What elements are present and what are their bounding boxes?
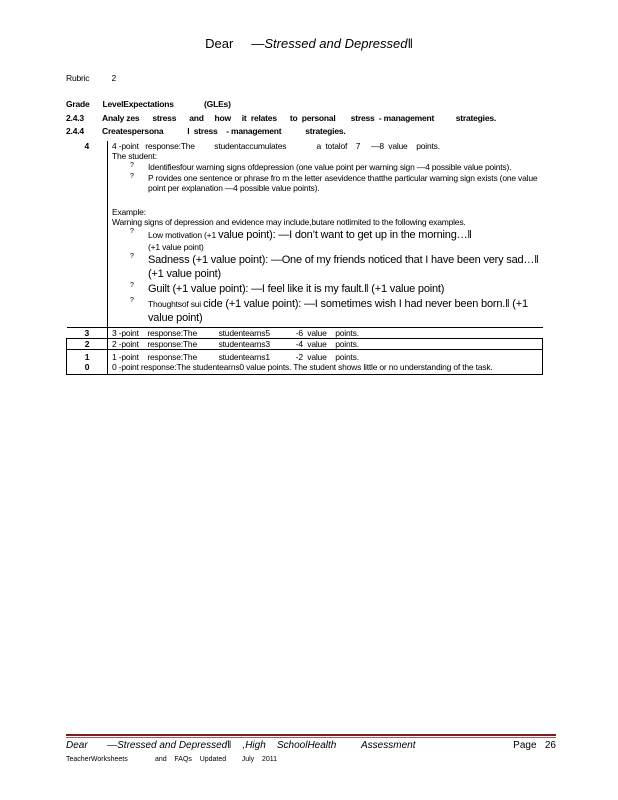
gle-text-243: Analy zes stress and how it relates to personal stress - management strategies. <box>102 113 497 123</box>
score-2: 2 <box>67 339 108 350</box>
score-0-text: 0 -point response:The studentearns0 value points. The student shows little or no understanding of the task. <box>108 362 543 375</box>
score-row-0 <box>67 362 543 375</box>
document-title <box>0 36 618 51</box>
title-dear: Dear <box>205 36 234 51</box>
title-text: —Stressed and Depressed‖ <box>251 36 413 51</box>
score-4-line2: The student: <box>112 151 157 161</box>
gle-header: Grade LevelExpectations (GLEs) <box>66 99 231 109</box>
score-1: 1 <box>67 350 108 363</box>
score-0: 0 <box>67 362 108 375</box>
example-4: ? Thoughtsof sui cide (+1 value point): —I sometimes wish I had never been born.‖ (+1 value point) <box>130 297 528 324</box>
footer-subline: TeacherWorksheets and FAQs Updated July 2011 <box>66 756 278 763</box>
score-row-4 <box>67 141 543 328</box>
rubric-label: Rubric 2 <box>66 73 117 83</box>
criterion-2: ? P rovides one sentence or phrase fro m the letter asevidence thatthe particular warning sign exists (one value point per explanation —4 possible value points). <box>130 173 538 193</box>
score-row-3 <box>67 328 543 339</box>
score-4: 4 <box>67 141 108 328</box>
example-2: ? Sadness (+1 value point): —One of my friends noticed that I have been very sad…‖ (+1 value point) <box>130 253 539 280</box>
score-4-content <box>108 141 543 328</box>
footer-rule-thin <box>66 737 556 738</box>
score-3-text: 3 -point response:The studentearns5 -6 value points. <box>112 328 359 338</box>
score-3: 3 <box>67 328 108 339</box>
rubric-table <box>66 141 543 375</box>
page-number: Page 26 <box>513 740 556 751</box>
footer <box>66 740 556 751</box>
criterion-1: ? Identifiesfour warning signs ofdepression (one value point per warning sign —4 possible value points). <box>130 162 512 172</box>
example-text: Warning signs of depression and evidence may include,butare notlimited to the following examples. <box>112 217 466 227</box>
score-row-1 <box>67 350 543 363</box>
gle-code-244: 2.4.4 <box>66 126 84 136</box>
gle-text-244: Createspersona l stress - management strategies. <box>102 126 346 136</box>
score-2-text: 2 -point response:The studentearns3 -4 value points. <box>108 339 543 350</box>
example-1: ? Low motivation (+1 value point): —I don’t want to get up in the morning…‖ (+1 value point) <box>130 228 472 252</box>
score-1-text: 1 -point response:The studentearns1 -2 value points. <box>108 350 543 363</box>
gle-code-243: 2.4.3 <box>66 113 84 123</box>
score-4-line1: 4 -point response:The studentaccumulates a totalof 7 —8 value points. <box>112 141 440 151</box>
score-row-2 <box>67 339 543 350</box>
example-3: ? Guilt (+1 value point): —I feel like it is my fault.‖ (+1 value point) <box>130 282 445 295</box>
footer-rule <box>66 734 556 736</box>
example-label: Example: <box>112 207 146 217</box>
footer-title: Dear —Stressed and Depressed‖ ,High SchoolHealth Assessment <box>66 740 416 751</box>
